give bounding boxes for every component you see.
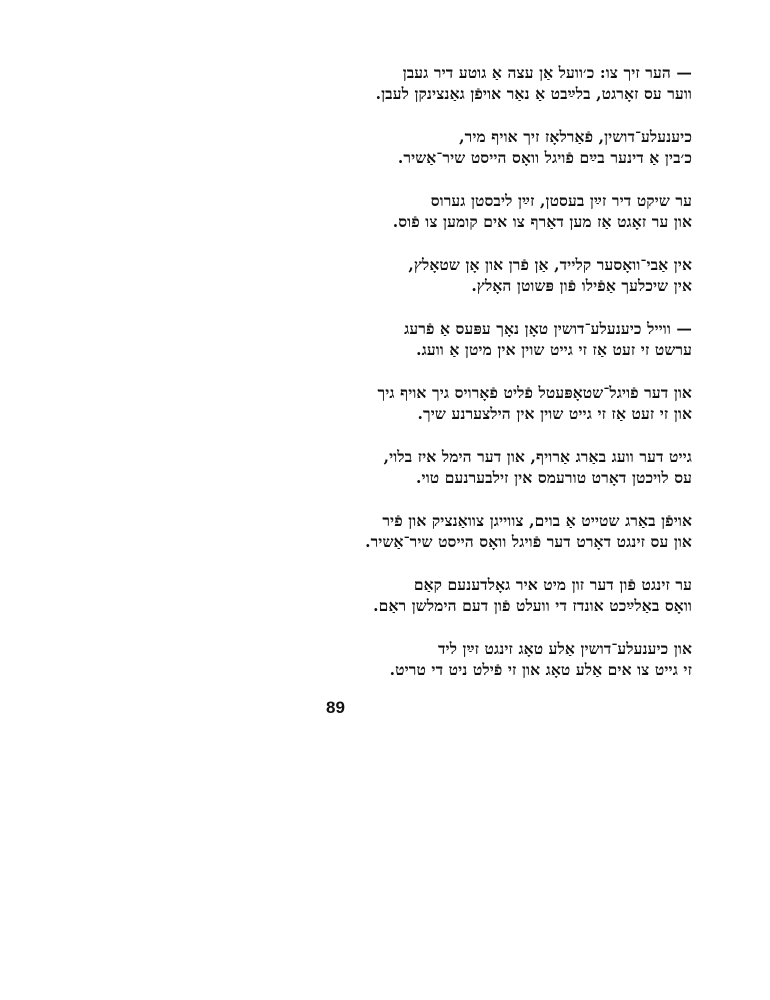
stanza <box>302 62 692 104</box>
poem-line: וואָס באַלײַכט אונדז די וועלט פֿון דעם הימלשן ראַם. <box>373 596 692 615</box>
poem-line: זי גייט צו אים אַלע טאָג און זי פֿילט ניט די טריט. <box>389 660 692 679</box>
stanza <box>302 446 692 488</box>
poem-line: כיענעלע־דושין, פֿאַרלאָז זיך אויף מיר, <box>459 127 692 146</box>
poem-line: ער זינגט פֿון דער זון מיט איר גאָלדענעם קאַם <box>413 575 692 594</box>
stanza <box>302 190 692 232</box>
poem-line: — הער זיך צו: כ׳וועל אַן עצה אַ גוטע דיר געבן <box>402 63 692 82</box>
poem-line: אויפֿן באַרג שטייט אַ בוים, צווייגן צוואַנציק און פֿיר <box>382 511 692 530</box>
stanza <box>302 510 692 552</box>
poem-line: ווער עס זאָרגט, בלײַבט אַ נאַר אויפֿן גאַנצינקן לעבן. <box>375 84 692 103</box>
poem-line: ערשט זי זעט אַז זי גייט שוין אין מיטן אַ וועג. <box>416 340 692 359</box>
poem-line: ער שיקט דיר זײַן בעסטן, זײַן ליבסטן גערוס <box>430 191 692 210</box>
poem-line: גייט דער וועג באַרג אַרויף, און דער הימל איז בלוי, <box>383 447 692 466</box>
poem-line: כ׳בין אַ דינער בײַם פֿויגל וואָס הייסט שיר־אַשיר. <box>397 148 692 167</box>
poem-line: און דער פֿויגל־שטאָפּעטל פֿליט פֿאָרויס גיך אויף גיך <box>377 383 692 402</box>
poem-line: און ער זאָגט אַז מען דאַרף צו אים קומען צו פֿוס. <box>392 212 692 231</box>
poem-line: אין אַבי־וואָסער קלייד, אַן פֿרן און אָן שטאָלץ, <box>408 255 692 274</box>
stanza <box>302 638 692 680</box>
poem-line: און זי זעט אַז זי גייט שוין אין הילצערנע שיך. <box>417 404 692 423</box>
poem-line: און עס זינגט דאָרט דער פֿויגל וואָס הייסט שיר־אַשיר. <box>365 532 692 551</box>
stanza <box>302 382 692 424</box>
page-number: 89 <box>326 698 345 717</box>
poem-body <box>302 62 692 702</box>
stanza <box>302 254 692 296</box>
poem-line: און כיענעלע־דושין אַלע טאָג זינגט זײַן ליד <box>437 639 692 658</box>
stanza <box>302 126 692 168</box>
stanza <box>302 318 692 360</box>
stanza <box>302 574 692 616</box>
poem-line: אין שיכלעך אַפֿילו פֿון פּשוטן האָלץ. <box>471 276 692 295</box>
poem-line: עס לויכטן דאָרט טורעמס אין זילבערנעם טוי. <box>416 468 692 487</box>
poem-line: — ווייל כיענעלע־דושין טאָן נאָך עפּעס אַ פֿרעג <box>404 319 692 338</box>
